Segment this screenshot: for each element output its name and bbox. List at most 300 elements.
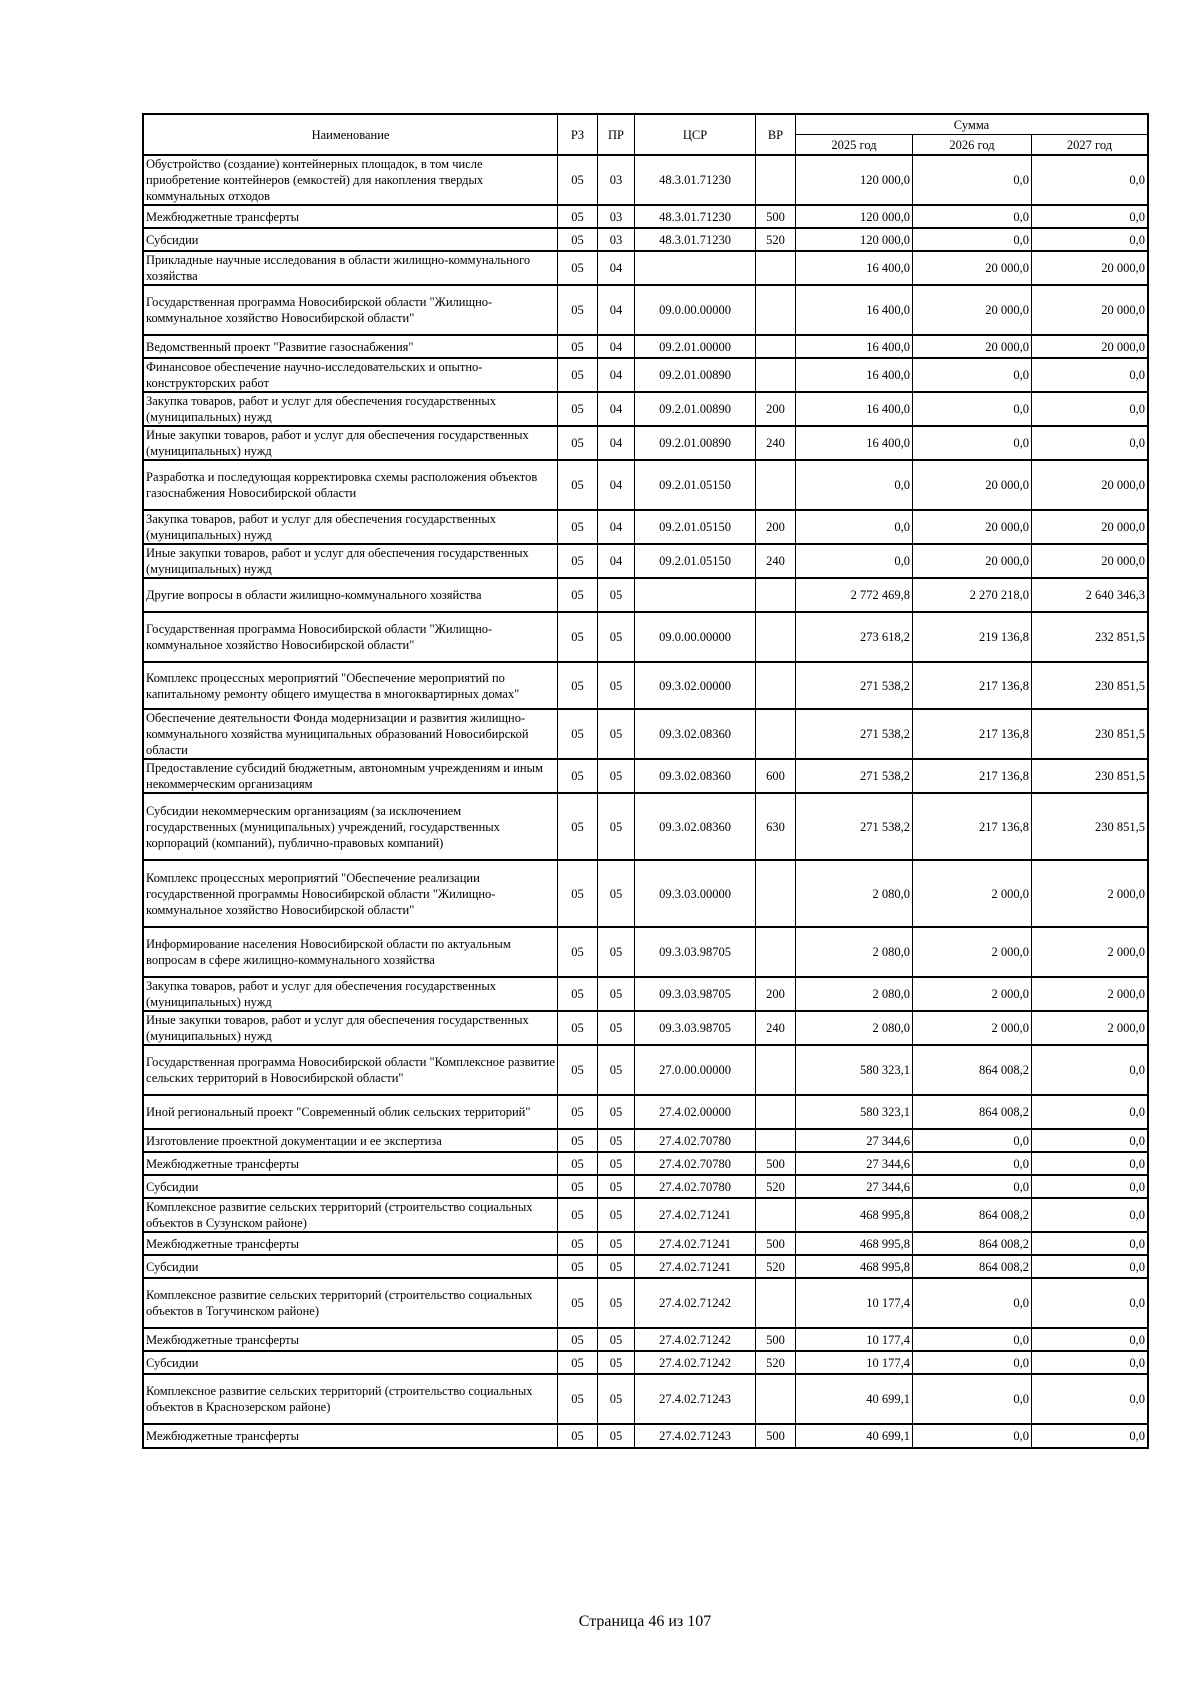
cell-vr: 240	[756, 544, 796, 578]
cell-sum-2027: 2 000,0	[1032, 927, 1148, 977]
cell-sum-2026: 0,0	[913, 1129, 1032, 1152]
cell-pr: 05	[598, 1175, 635, 1198]
table-row	[144, 358, 1148, 392]
cell-rz: 05	[558, 1351, 598, 1374]
cell-sum-2026: 20 000,0	[913, 251, 1032, 285]
cell-sum-2025: 2 080,0	[796, 860, 913, 927]
table-row	[144, 251, 1148, 285]
cell-sum-2026: 0,0	[913, 392, 1032, 426]
cell-pr: 03	[598, 228, 635, 251]
cell-name: Закупка товаров, работ и услуг для обеспечения государственных (муниципальных) нужд	[144, 977, 558, 1011]
cell-rz: 05	[558, 510, 598, 544]
cell-name: Закупка товаров, работ и услуг для обеспечения государственных (муниципальных) нужд	[144, 392, 558, 426]
cell-sum-2025: 40 699,1	[796, 1424, 913, 1447]
cell-vr	[756, 1129, 796, 1152]
cell-vr: 630	[756, 793, 796, 860]
cell-sum-2026: 0,0	[913, 205, 1032, 228]
cell-csr: 09.3.02.08360	[635, 709, 756, 759]
table-row	[144, 1152, 1148, 1175]
cell-sum-2025: 16 400,0	[796, 392, 913, 426]
cell-sum-2025: 0,0	[796, 544, 913, 578]
cell-pr: 05	[598, 1129, 635, 1152]
table-row	[144, 662, 1148, 709]
table-row	[144, 1232, 1148, 1255]
cell-rz: 05	[558, 155, 598, 205]
cell-sum-2025: 271 538,2	[796, 793, 913, 860]
cell-rz: 05	[558, 1129, 598, 1152]
cell-name: Обеспечение деятельности Фонда модернизации и развития жилищно-коммунального хозяйства муниципальных образований Новосибирской области	[144, 709, 558, 759]
table-row	[144, 578, 1148, 612]
table-row	[144, 612, 1148, 662]
cell-rz: 05	[558, 927, 598, 977]
cell-sum-2027: 20 000,0	[1032, 251, 1148, 285]
cell-pr: 05	[598, 860, 635, 927]
cell-csr: 27.4.02.71242	[635, 1328, 756, 1351]
table-row	[144, 1351, 1148, 1374]
cell-sum-2026: 0,0	[913, 358, 1032, 392]
table-row	[144, 1424, 1148, 1447]
cell-vr: 520	[756, 1175, 796, 1198]
cell-pr: 05	[598, 1328, 635, 1351]
table-row	[144, 460, 1148, 510]
cell-sum-2025: 580 323,1	[796, 1045, 913, 1095]
cell-rz: 05	[558, 1011, 598, 1045]
cell-pr: 05	[598, 1152, 635, 1175]
cell-pr: 03	[598, 155, 635, 205]
cell-sum-2025: 2 080,0	[796, 927, 913, 977]
cell-sum-2026: 2 000,0	[913, 977, 1032, 1011]
cell-csr: 09.2.01.00890	[635, 426, 756, 460]
table-row	[144, 793, 1148, 860]
cell-name: Субсидии	[144, 1175, 558, 1198]
cell-rz: 05	[558, 1232, 598, 1255]
cell-sum-2027: 2 000,0	[1032, 860, 1148, 927]
cell-csr: 09.3.02.00000	[635, 662, 756, 709]
cell-name: Информирование населения Новосибирской области по актуальным вопросам в сфере жилищно-коммунального хозяйства	[144, 927, 558, 977]
table-row	[144, 155, 1148, 205]
cell-csr: 27.4.02.71243	[635, 1374, 756, 1424]
cell-rz: 05	[558, 1278, 598, 1328]
cell-csr: 27.4.02.71242	[635, 1351, 756, 1374]
cell-rz: 05	[558, 860, 598, 927]
cell-vr	[756, 335, 796, 358]
cell-sum-2025: 0,0	[796, 510, 913, 544]
cell-csr: 09.2.01.00890	[635, 358, 756, 392]
cell-vr	[756, 1374, 796, 1424]
cell-sum-2027: 0,0	[1032, 1129, 1148, 1152]
cell-pr: 05	[598, 1232, 635, 1255]
cell-pr: 05	[598, 1424, 635, 1447]
cell-name: Изготовление проектной документации и ее экспертиза	[144, 1129, 558, 1152]
cell-rz: 05	[558, 1328, 598, 1351]
cell-sum-2025: 468 995,8	[796, 1198, 913, 1232]
cell-csr: 09.3.03.98705	[635, 927, 756, 977]
cell-name: Субсидии	[144, 1351, 558, 1374]
cell-sum-2027: 20 000,0	[1032, 460, 1148, 510]
cell-sum-2026: 0,0	[913, 155, 1032, 205]
cell-sum-2025: 120 000,0	[796, 205, 913, 228]
table-row	[144, 228, 1148, 251]
cell-sum-2026: 0,0	[913, 1152, 1032, 1175]
cell-sum-2026: 0,0	[913, 1278, 1032, 1328]
cell-name: Межбюджетные трансферты	[144, 1152, 558, 1175]
cell-csr: 09.2.01.05150	[635, 544, 756, 578]
cell-csr: 09.3.02.08360	[635, 759, 756, 793]
header-sum: Сумма	[796, 115, 1148, 135]
cell-sum-2025: 120 000,0	[796, 155, 913, 205]
cell-sum-2027: 230 851,5	[1032, 662, 1148, 709]
cell-sum-2027: 20 000,0	[1032, 285, 1148, 335]
table-row	[144, 1011, 1148, 1045]
cell-name: Государственная программа Новосибирской области "Комплексное развитие сельских территорий в Новосибирской области"	[144, 1045, 558, 1095]
cell-sum-2025: 27 344,6	[796, 1175, 913, 1198]
table-row	[144, 1374, 1148, 1424]
cell-csr: 27.4.02.71242	[635, 1278, 756, 1328]
cell-sum-2026: 0,0	[913, 228, 1032, 251]
cell-sum-2026: 0,0	[913, 1351, 1032, 1374]
cell-csr: 27.4.02.71241	[635, 1232, 756, 1255]
cell-sum-2027: 230 851,5	[1032, 759, 1148, 793]
table-row	[144, 1175, 1148, 1198]
cell-pr: 05	[598, 927, 635, 977]
cell-csr: 09.2.01.05150	[635, 460, 756, 510]
table-row	[144, 1095, 1148, 1129]
cell-pr: 04	[598, 544, 635, 578]
cell-csr: 48.3.01.71230	[635, 155, 756, 205]
cell-pr: 05	[598, 662, 635, 709]
cell-pr: 05	[598, 1198, 635, 1232]
cell-sum-2026: 217 136,8	[913, 709, 1032, 759]
table-row	[144, 544, 1148, 578]
cell-vr: 520	[756, 1351, 796, 1374]
cell-sum-2026: 864 008,2	[913, 1045, 1032, 1095]
cell-pr: 04	[598, 358, 635, 392]
cell-sum-2025: 468 995,8	[796, 1232, 913, 1255]
table-row	[144, 205, 1148, 228]
cell-sum-2025: 16 400,0	[796, 285, 913, 335]
cell-pr: 04	[598, 285, 635, 335]
cell-name: Комплекс процессных мероприятий "Обеспечение реализации государственной программы Новосибирской области "Жилищно-коммунальное хозяйство Новосибирской области"	[144, 860, 558, 927]
cell-sum-2025: 40 699,1	[796, 1374, 913, 1424]
table-row	[144, 426, 1148, 460]
cell-sum-2026: 217 136,8	[913, 759, 1032, 793]
cell-sum-2027: 0,0	[1032, 205, 1148, 228]
cell-sum-2025: 2 080,0	[796, 977, 913, 1011]
cell-sum-2026: 217 136,8	[913, 662, 1032, 709]
cell-name: Обустройство (создание) контейнерных площадок, в том числе приобретение контейнеров (емкостей) для накопления твердых коммунальных отходов	[144, 155, 558, 205]
cell-sum-2026: 2 000,0	[913, 927, 1032, 977]
table-body	[144, 155, 1148, 1447]
table-row	[144, 1255, 1148, 1278]
cell-pr: 05	[598, 612, 635, 662]
cell-sum-2027: 230 851,5	[1032, 709, 1148, 759]
cell-name: Ведомственный проект "Развитие газоснабжения"	[144, 335, 558, 358]
cell-name: Комплекс процессных мероприятий "Обеспечение мероприятий по капитальному ремонту общего имущества в многоквартирных домах"	[144, 662, 558, 709]
header-csr: ЦСР	[635, 115, 756, 156]
cell-csr: 27.4.02.71241	[635, 1198, 756, 1232]
cell-rz: 05	[558, 426, 598, 460]
cell-rz: 05	[558, 759, 598, 793]
cell-vr: 500	[756, 1152, 796, 1175]
cell-vr	[756, 1198, 796, 1232]
cell-csr: 27.4.02.70780	[635, 1129, 756, 1152]
cell-sum-2026: 0,0	[913, 1424, 1032, 1447]
cell-pr: 03	[598, 205, 635, 228]
cell-sum-2025: 0,0	[796, 460, 913, 510]
cell-sum-2026: 20 000,0	[913, 510, 1032, 544]
cell-rz: 05	[558, 1255, 598, 1278]
cell-sum-2026: 20 000,0	[913, 285, 1032, 335]
cell-vr	[756, 578, 796, 612]
table-row	[144, 285, 1148, 335]
cell-vr: 240	[756, 426, 796, 460]
cell-pr: 05	[598, 1278, 635, 1328]
cell-vr: 520	[756, 228, 796, 251]
cell-sum-2027: 2 640 346,3	[1032, 578, 1148, 612]
cell-sum-2025: 120 000,0	[796, 228, 913, 251]
cell-rz: 05	[558, 1045, 598, 1095]
cell-csr: 09.2.01.05150	[635, 510, 756, 544]
cell-rz: 05	[558, 709, 598, 759]
cell-sum-2027: 0,0	[1032, 1278, 1148, 1328]
cell-csr: 09.3.03.98705	[635, 977, 756, 1011]
cell-rz: 05	[558, 285, 598, 335]
cell-sum-2027: 0,0	[1032, 1175, 1148, 1198]
cell-rz: 05	[558, 205, 598, 228]
cell-sum-2025: 16 400,0	[796, 358, 913, 392]
cell-sum-2027: 0,0	[1032, 155, 1148, 205]
cell-sum-2027: 0,0	[1032, 1095, 1148, 1129]
cell-sum-2025: 271 538,2	[796, 759, 913, 793]
cell-sum-2026: 20 000,0	[913, 460, 1032, 510]
cell-name: Другие вопросы в области жилищно-коммунального хозяйства	[144, 578, 558, 612]
cell-vr	[756, 927, 796, 977]
cell-vr	[756, 1278, 796, 1328]
cell-csr: 48.3.01.71230	[635, 228, 756, 251]
table-row	[144, 1129, 1148, 1152]
cell-rz: 05	[558, 1424, 598, 1447]
cell-vr	[756, 460, 796, 510]
cell-rz: 05	[558, 228, 598, 251]
cell-sum-2026: 20 000,0	[913, 544, 1032, 578]
cell-rz: 05	[558, 578, 598, 612]
cell-name: Субсидии	[144, 228, 558, 251]
cell-name: Межбюджетные трансферты	[144, 1424, 558, 1447]
cell-sum-2027: 0,0	[1032, 1255, 1148, 1278]
table-header	[144, 115, 1148, 156]
cell-sum-2027: 2 000,0	[1032, 977, 1148, 1011]
cell-vr	[756, 612, 796, 662]
cell-csr: 27.4.02.71243	[635, 1424, 756, 1447]
cell-sum-2027: 0,0	[1032, 1232, 1148, 1255]
cell-sum-2025: 10 177,4	[796, 1328, 913, 1351]
budget-table	[143, 114, 1148, 1448]
cell-sum-2027: 0,0	[1032, 358, 1148, 392]
cell-vr	[756, 1045, 796, 1095]
cell-rz: 05	[558, 977, 598, 1011]
cell-csr	[635, 578, 756, 612]
cell-sum-2025: 2 080,0	[796, 1011, 913, 1045]
cell-csr: 09.2.01.00000	[635, 335, 756, 358]
cell-name: Субсидии некоммерческим организациям (за исключением государственных (муниципальных) учреждений, государственных корпораций (компаний), публично-правовых компаний)	[144, 793, 558, 860]
table-row	[144, 709, 1148, 759]
cell-rz: 05	[558, 392, 598, 426]
cell-rz: 05	[558, 251, 598, 285]
cell-pr: 05	[598, 1095, 635, 1129]
header-vr: ВР	[756, 115, 796, 156]
cell-csr: 27.4.02.70780	[635, 1175, 756, 1198]
cell-name: Финансовое обеспечение научно-исследовательских и опытно-конструкторских работ	[144, 358, 558, 392]
cell-csr: 09.0.00.00000	[635, 612, 756, 662]
cell-sum-2027: 232 851,5	[1032, 612, 1148, 662]
cell-name: Комплексное развитие сельских территорий (строительство социальных объектов в Сузунском районе)	[144, 1198, 558, 1232]
cell-name: Межбюджетные трансферты	[144, 1328, 558, 1351]
cell-pr: 04	[598, 510, 635, 544]
cell-name: Государственная программа Новосибирской области "Жилищно-коммунальное хозяйство Новосибирской области"	[144, 612, 558, 662]
cell-sum-2026: 864 008,2	[913, 1232, 1032, 1255]
header-year-2027: 2027 год	[1032, 135, 1148, 156]
cell-pr: 04	[598, 335, 635, 358]
cell-rz: 05	[558, 1175, 598, 1198]
cell-sum-2027: 0,0	[1032, 1374, 1148, 1424]
cell-vr	[756, 251, 796, 285]
table-row	[144, 335, 1148, 358]
cell-sum-2026: 864 008,2	[913, 1198, 1032, 1232]
cell-pr: 05	[598, 1351, 635, 1374]
cell-sum-2027: 0,0	[1032, 1351, 1148, 1374]
cell-csr: 27.0.00.00000	[635, 1045, 756, 1095]
cell-name: Межбюджетные трансферты	[144, 1232, 558, 1255]
cell-sum-2026: 0,0	[913, 1374, 1032, 1424]
cell-pr: 05	[598, 1374, 635, 1424]
cell-sum-2026: 217 136,8	[913, 793, 1032, 860]
cell-sum-2027: 2 000,0	[1032, 1011, 1148, 1045]
cell-name: Иные закупки товаров, работ и услуг для обеспечения государственных (муниципальных) нужд	[144, 1011, 558, 1045]
cell-sum-2026: 0,0	[913, 426, 1032, 460]
page-number: Страница 46 из 107	[578, 1613, 712, 1630]
cell-pr: 05	[598, 793, 635, 860]
cell-rz: 05	[558, 662, 598, 709]
cell-sum-2026: 2 000,0	[913, 860, 1032, 927]
cell-rz: 05	[558, 1198, 598, 1232]
table-row	[144, 927, 1148, 977]
cell-sum-2026: 0,0	[913, 1175, 1032, 1198]
header-pr: ПР	[598, 115, 635, 156]
cell-sum-2026: 864 008,2	[913, 1255, 1032, 1278]
cell-pr: 05	[598, 578, 635, 612]
cell-vr	[756, 709, 796, 759]
cell-sum-2027: 0,0	[1032, 1198, 1148, 1232]
cell-rz: 05	[558, 1152, 598, 1175]
cell-sum-2027: 0,0	[1032, 1424, 1148, 1447]
cell-vr	[756, 662, 796, 709]
cell-sum-2027: 20 000,0	[1032, 335, 1148, 358]
cell-vr: 520	[756, 1255, 796, 1278]
table-row	[144, 1198, 1148, 1232]
cell-sum-2025: 580 323,1	[796, 1095, 913, 1129]
table-row	[144, 759, 1148, 793]
cell-name: Государственная программа Новосибирской области "Жилищно-коммунальное хозяйство Новосибирской области"	[144, 285, 558, 335]
table-row	[144, 977, 1148, 1011]
cell-sum-2026: 20 000,0	[913, 335, 1032, 358]
cell-name: Иные закупки товаров, работ и услуг для обеспечения государственных (муниципальных) нужд	[144, 544, 558, 578]
table-row	[144, 1278, 1148, 1328]
cell-sum-2025: 273 618,2	[796, 612, 913, 662]
cell-name: Субсидии	[144, 1255, 558, 1278]
cell-vr	[756, 860, 796, 927]
cell-sum-2025: 27 344,6	[796, 1152, 913, 1175]
cell-pr: 05	[598, 1045, 635, 1095]
header-year-2026: 2026 год	[913, 135, 1032, 156]
cell-sum-2027: 0,0	[1032, 1328, 1148, 1351]
cell-rz: 05	[558, 544, 598, 578]
cell-rz: 05	[558, 358, 598, 392]
cell-csr	[635, 251, 756, 285]
cell-csr: 09.2.01.00890	[635, 392, 756, 426]
cell-csr: 27.4.02.70780	[635, 1152, 756, 1175]
cell-sum-2027: 0,0	[1032, 426, 1148, 460]
cell-pr: 04	[598, 392, 635, 426]
cell-name: Межбюджетные трансферты	[144, 205, 558, 228]
cell-pr: 04	[598, 426, 635, 460]
cell-vr: 500	[756, 1424, 796, 1447]
cell-sum-2025: 10 177,4	[796, 1278, 913, 1328]
cell-pr: 04	[598, 460, 635, 510]
table-row	[144, 1045, 1148, 1095]
cell-name: Разработка и последующая корректировка схемы расположения объектов газоснабжения Новосибирской области	[144, 460, 558, 510]
cell-name: Комплексное развитие сельских территорий (строительство социальных объектов в Тогучинском районе)	[144, 1278, 558, 1328]
cell-vr	[756, 285, 796, 335]
cell-csr: 09.3.03.00000	[635, 860, 756, 927]
cell-csr: 27.4.02.71241	[635, 1255, 756, 1278]
cell-sum-2025: 10 177,4	[796, 1351, 913, 1374]
cell-sum-2025: 2 772 469,8	[796, 578, 913, 612]
cell-sum-2026: 864 008,2	[913, 1095, 1032, 1129]
cell-sum-2027: 0,0	[1032, 1152, 1148, 1175]
cell-sum-2027: 0,0	[1032, 1045, 1148, 1095]
cell-sum-2026: 219 136,8	[913, 612, 1032, 662]
cell-pr: 05	[598, 1255, 635, 1278]
cell-name: Предоставление субсидий бюджетным, автономным учреждениям и иным некоммерческим организациям	[144, 759, 558, 793]
cell-sum-2025: 271 538,2	[796, 709, 913, 759]
cell-vr: 200	[756, 392, 796, 426]
header-year-2025: 2025 год	[796, 135, 913, 156]
cell-name: Прикладные научные исследования в области жилищно-коммунального хозяйства	[144, 251, 558, 285]
cell-vr: 500	[756, 205, 796, 228]
cell-pr: 05	[598, 709, 635, 759]
cell-name: Закупка товаров, работ и услуг для обеспечения государственных (муниципальных) нужд	[144, 510, 558, 544]
cell-vr: 500	[756, 1232, 796, 1255]
cell-csr: 48.3.01.71230	[635, 205, 756, 228]
table-row	[144, 392, 1148, 426]
cell-vr	[756, 1095, 796, 1129]
cell-sum-2027: 20 000,0	[1032, 510, 1148, 544]
cell-rz: 05	[558, 612, 598, 662]
cell-pr: 05	[598, 977, 635, 1011]
cell-sum-2025: 16 400,0	[796, 426, 913, 460]
cell-sum-2025: 271 538,2	[796, 662, 913, 709]
cell-rz: 05	[558, 1095, 598, 1129]
cell-sum-2025: 16 400,0	[796, 335, 913, 358]
cell-sum-2027: 0,0	[1032, 228, 1148, 251]
cell-csr: 27.4.02.00000	[635, 1095, 756, 1129]
cell-rz: 05	[558, 793, 598, 860]
cell-vr: 240	[756, 1011, 796, 1045]
table-row	[144, 510, 1148, 544]
cell-csr: 09.3.03.98705	[635, 1011, 756, 1045]
cell-name: Комплексное развитие сельских территорий (строительство социальных объектов в Краснозерском районе)	[144, 1374, 558, 1424]
cell-sum-2025: 27 344,6	[796, 1129, 913, 1152]
